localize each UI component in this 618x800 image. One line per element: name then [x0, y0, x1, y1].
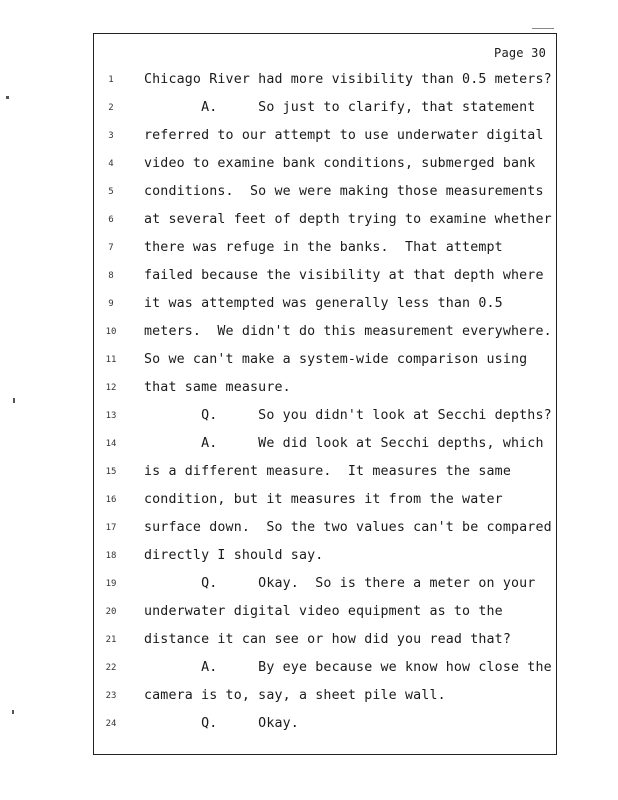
transcript-line — [94, 519, 556, 537]
transcript-line — [94, 155, 556, 173]
line-text: video to examine bank conditions, submerged bank — [144, 156, 536, 171]
transcript-line — [94, 435, 556, 453]
line-text: camera is to, say, a sheet pile wall. — [144, 688, 446, 703]
scan-artifact — [6, 96, 9, 99]
line-text: condition, but it measures it from the water — [144, 492, 503, 507]
transcript-line — [94, 491, 556, 509]
page-number: Page 30 — [494, 46, 546, 60]
transcript-line — [94, 715, 556, 733]
line-text: Q. Okay. — [144, 716, 299, 731]
line-number: 23 — [105, 691, 117, 701]
scan-artifact — [532, 28, 554, 29]
line-number: 20 — [105, 607, 117, 617]
line-text: underwater digital video equipment as to the — [144, 604, 503, 619]
line-number: 15 — [105, 467, 117, 477]
line-number: 24 — [105, 719, 117, 729]
transcript-line — [94, 183, 556, 201]
line-text: Q. So you didn't look at Secchi depths? — [144, 408, 552, 423]
transcript-line — [94, 463, 556, 481]
transcript-line — [94, 295, 556, 313]
line-text: meters. We didn't do this measurement everywhere. — [144, 324, 552, 339]
transcript-line — [94, 603, 556, 621]
transcript-page — [93, 33, 557, 755]
line-number: 1 — [108, 75, 114, 85]
line-number: 11 — [105, 355, 117, 365]
line-text: directly I should say. — [144, 548, 324, 563]
scan-artifact — [13, 398, 15, 403]
line-number: 18 — [105, 551, 117, 561]
line-text: failed because the visibility at that depth where — [144, 268, 544, 283]
line-text: referred to our attempt to use underwater digital — [144, 128, 544, 143]
line-number: 14 — [105, 439, 117, 449]
line-text: conditions. So we were making those measurements — [144, 184, 544, 199]
line-number: 9 — [108, 299, 114, 309]
transcript-line — [94, 687, 556, 705]
transcript-line — [94, 239, 556, 257]
line-text: A. So just to clarify, that statement — [144, 100, 536, 115]
line-text: Chicago River had more visibility than 0.5 meters? — [144, 72, 552, 87]
line-text: Q. Okay. So is there a meter on your — [144, 576, 536, 591]
transcript-line — [94, 379, 556, 397]
transcript-line — [94, 127, 556, 145]
line-number: 2 — [108, 103, 114, 113]
transcript-line — [94, 267, 556, 285]
line-text: there was refuge in the banks. That attempt — [144, 240, 503, 255]
line-text: A. By eye because we know how close the — [144, 660, 552, 675]
line-text: at several feet of depth trying to examine whether — [144, 212, 552, 227]
transcript-line — [94, 351, 556, 369]
line-number: 21 — [105, 635, 117, 645]
line-text: that same measure. — [144, 380, 291, 395]
line-text: it was attempted was generally less than 0.5 — [144, 296, 503, 311]
line-number: 10 — [105, 327, 117, 337]
line-number: 17 — [105, 523, 117, 533]
line-text: A. We did look at Secchi depths, which — [144, 436, 544, 451]
line-number: 12 — [105, 383, 117, 393]
line-number: 5 — [108, 187, 114, 197]
transcript-line — [94, 407, 556, 425]
line-text: surface down. So the two values can't be compared — [144, 520, 552, 535]
line-number: 19 — [105, 579, 117, 589]
line-text: is a different measure. It measures the same — [144, 464, 511, 479]
transcript-line — [94, 99, 556, 117]
line-number: 13 — [105, 411, 117, 421]
transcript-line — [94, 659, 556, 677]
transcript-line — [94, 71, 556, 89]
scan-artifact — [12, 710, 14, 714]
line-number: 4 — [108, 159, 114, 169]
line-number: 16 — [105, 495, 117, 505]
transcript-line — [94, 547, 556, 565]
transcript-line — [94, 211, 556, 229]
line-number: 7 — [108, 243, 114, 253]
line-number: 8 — [108, 271, 114, 281]
line-text: So we can't make a system-wide comparison using — [144, 352, 528, 367]
line-number: 6 — [108, 215, 114, 225]
line-number: 22 — [105, 663, 117, 673]
line-text: distance it can see or how did you read that? — [144, 632, 511, 647]
line-number: 3 — [108, 131, 114, 141]
transcript-line — [94, 575, 556, 593]
transcript-line — [94, 631, 556, 649]
transcript-line — [94, 323, 556, 341]
